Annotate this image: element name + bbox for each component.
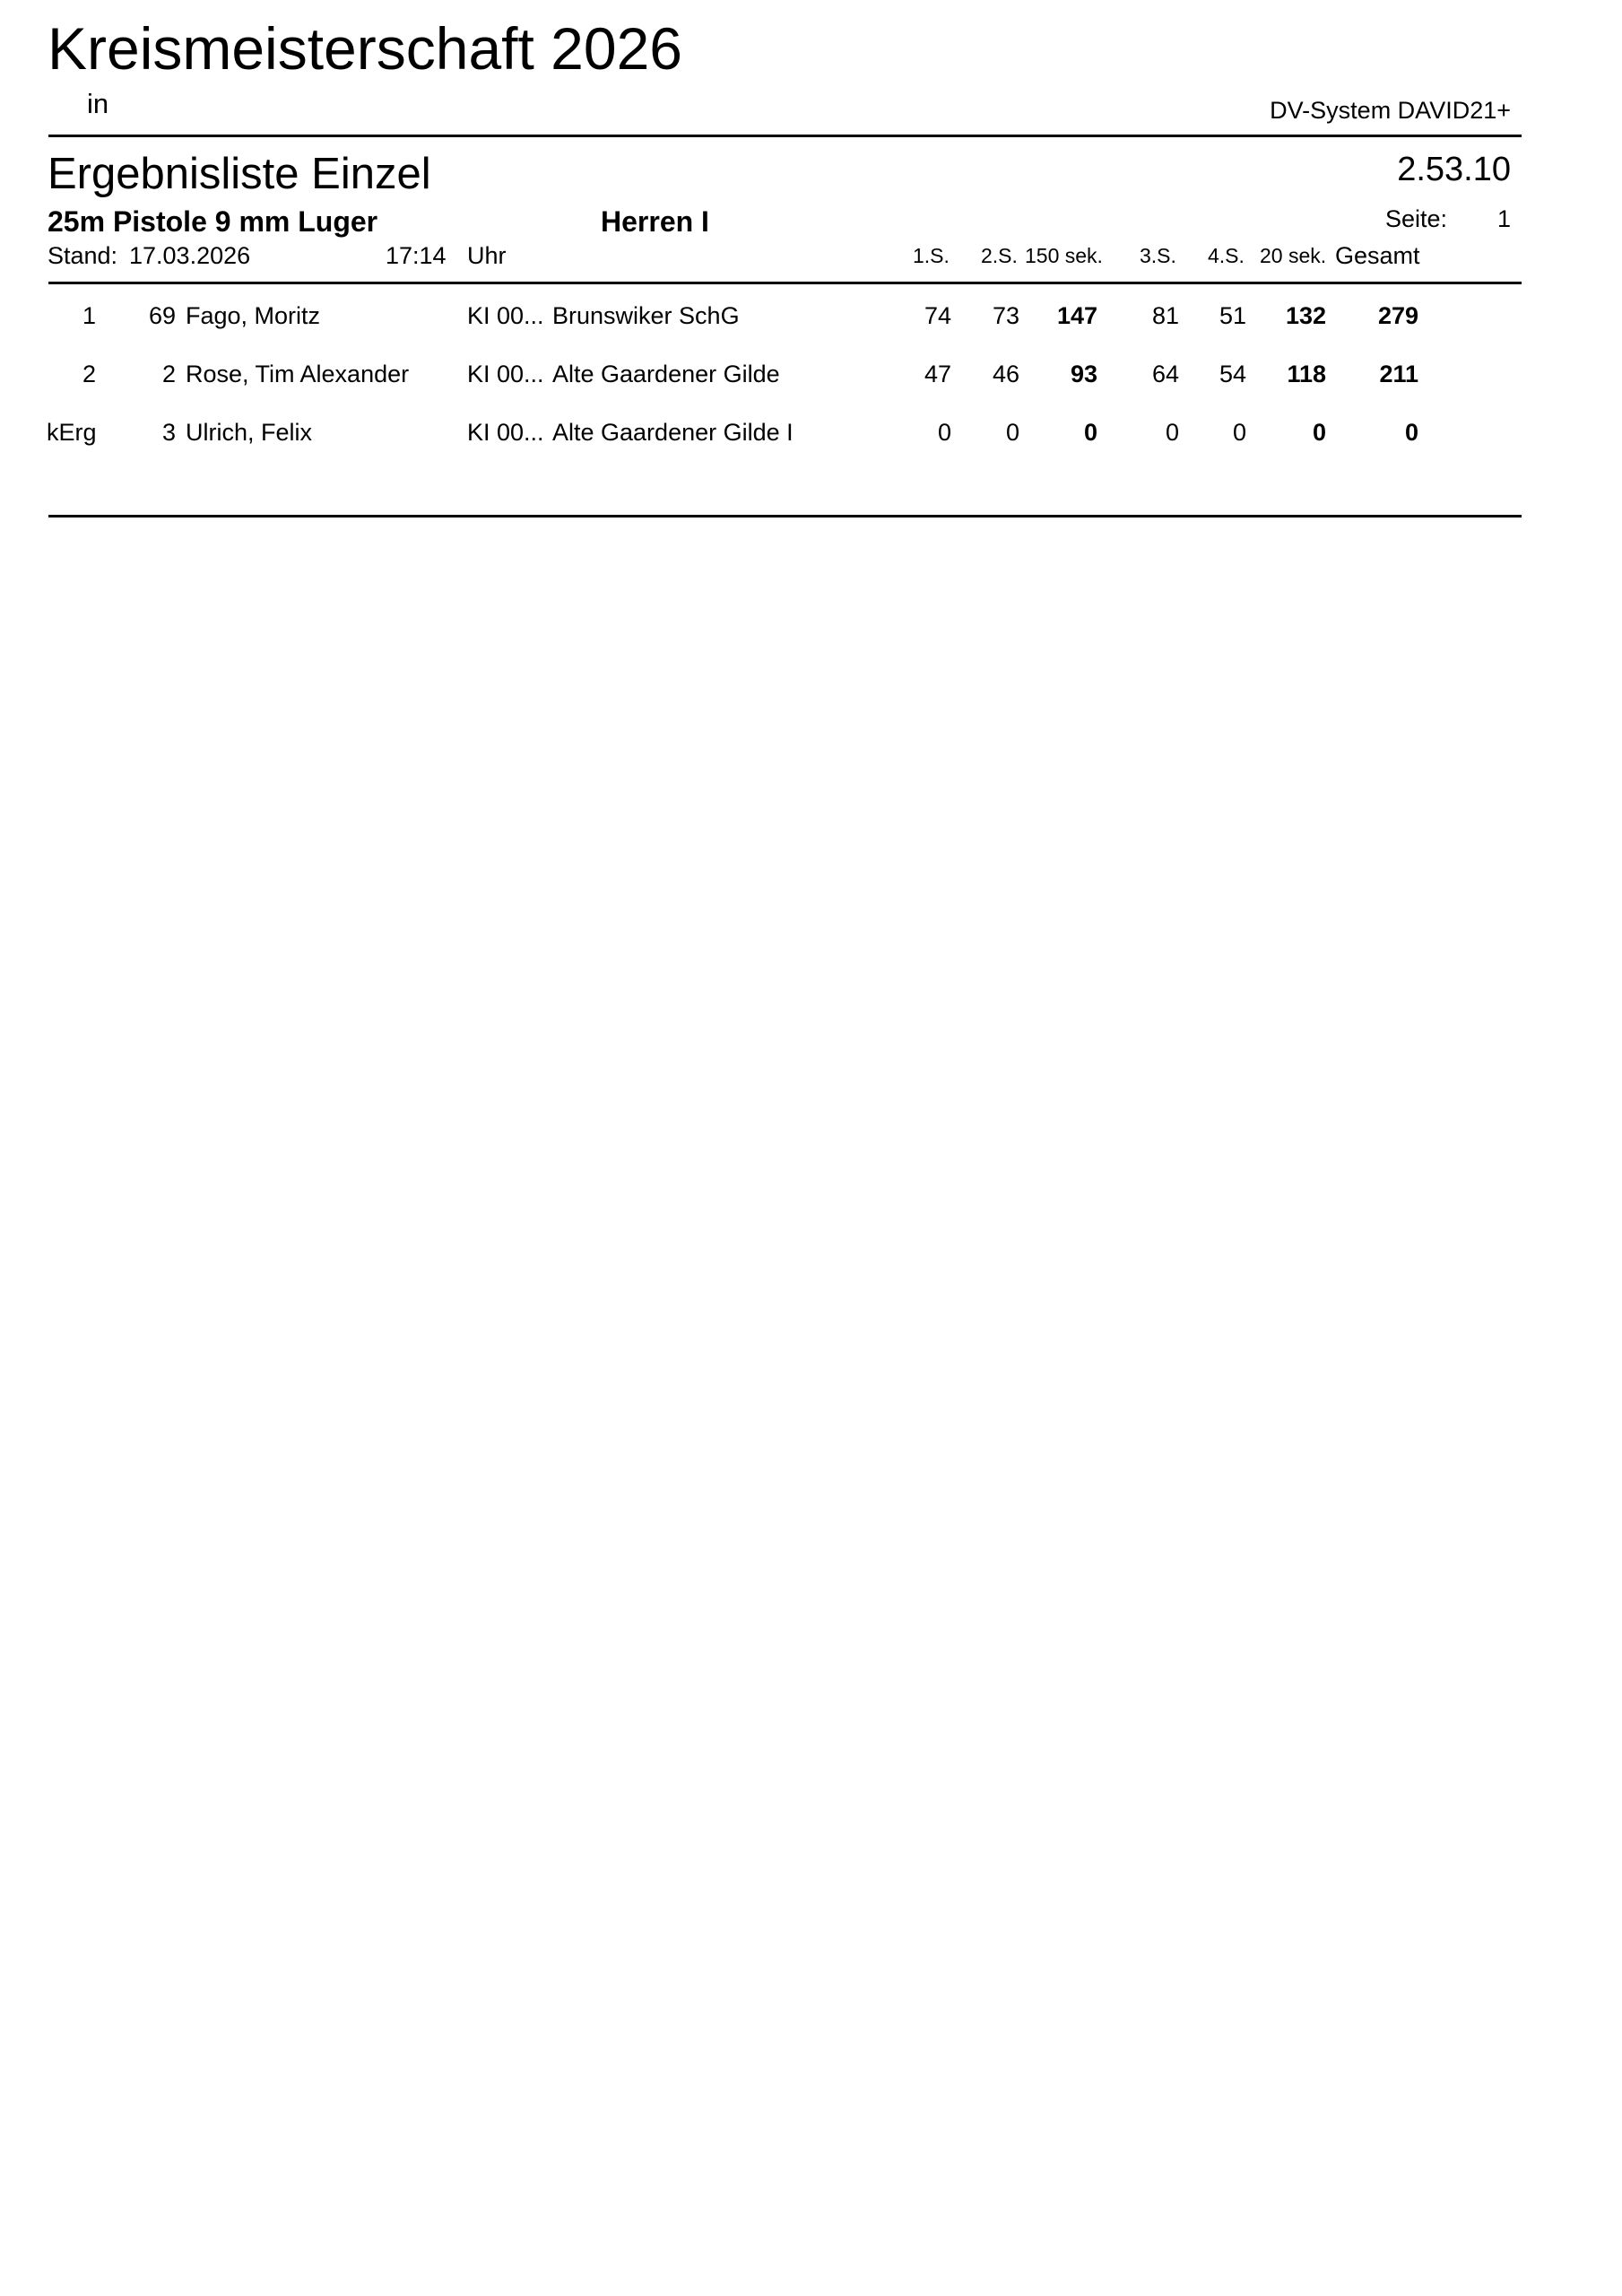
place: 2 [82, 361, 96, 387]
class-code: KI 00... [467, 419, 544, 446]
column-header-sub2: 20 sek. [1260, 244, 1327, 267]
shooter-name: Fago, Moritz [186, 302, 321, 329]
column-header-sub1: 150 sek. [1025, 244, 1103, 267]
location-label: in [87, 88, 109, 119]
discipline-label: 25m Pistole 9 mm Luger [48, 205, 378, 238]
stand-date: 17.03.2026 [129, 242, 251, 269]
table-footer-divider [48, 515, 1522, 517]
score-s3: 64 [1151, 361, 1179, 387]
column-header-s1: 1.S. [913, 244, 950, 267]
shooter-name: Rose, Tim Alexander [186, 361, 410, 387]
score-s1: 74 [924, 302, 951, 329]
place: kErg [47, 419, 97, 446]
score-s4: 54 [1219, 361, 1246, 387]
stand-time: 17:14 [386, 242, 447, 269]
score-total: 211 [1379, 361, 1418, 387]
column-header-s4: 4.S. [1208, 244, 1245, 267]
column-header-s3: 3.S. [1140, 244, 1176, 267]
place: 1 [82, 302, 96, 329]
score-sub2: 0 [1312, 419, 1326, 446]
system-name: DV-System DAVID21+ [1270, 97, 1511, 124]
class-label: Herren I [601, 205, 709, 238]
score-sub2: 132 [1285, 302, 1326, 329]
column-header-s2: 2.S. [981, 244, 1018, 267]
list-title: Ergebnisliste Einzel [48, 150, 431, 198]
score-sub2: 118 [1287, 361, 1326, 387]
start-number: 69 [148, 302, 176, 329]
document-title: Kreismeisterschaft 2026 [48, 15, 682, 82]
score-s3: 0 [1165, 419, 1179, 446]
score-total: 0 [1404, 419, 1418, 446]
stand-label: Stand: [48, 242, 118, 269]
club-name: Brunswiker SchG [552, 302, 740, 329]
score-total: 279 [1377, 302, 1418, 329]
score-s3: 81 [1151, 302, 1179, 329]
score-s2: 46 [992, 361, 1019, 387]
score-s4: 0 [1232, 419, 1246, 446]
score-s1: 47 [924, 361, 951, 387]
club-name: Alte Gaardener Gilde I [552, 419, 794, 446]
score-sub1: 0 [1083, 419, 1097, 446]
score-s1: 0 [937, 419, 951, 446]
shooter-name: Ulrich, Felix [186, 419, 313, 446]
class-code: KI 00... [467, 361, 544, 387]
table-header-divider [48, 282, 1522, 284]
column-header-total: Gesamt [1335, 242, 1420, 269]
score-s2: 0 [1005, 419, 1019, 446]
stand-time-unit: Uhr [467, 242, 507, 269]
page-label: Seite: [1385, 205, 1448, 232]
score-s2: 73 [992, 302, 1019, 329]
class-code: KI 00... [467, 302, 544, 329]
start-number: 2 [161, 361, 176, 387]
version-number: 2.53.10 [1397, 151, 1511, 188]
score-s4: 51 [1219, 302, 1246, 329]
start-number: 3 [161, 419, 176, 446]
score-sub1: 93 [1070, 361, 1097, 387]
page-number: 1 [1496, 205, 1511, 232]
header-divider [48, 135, 1522, 137]
club-name: Alte Gaardener Gilde [552, 361, 780, 387]
score-sub1: 147 [1056, 302, 1097, 329]
